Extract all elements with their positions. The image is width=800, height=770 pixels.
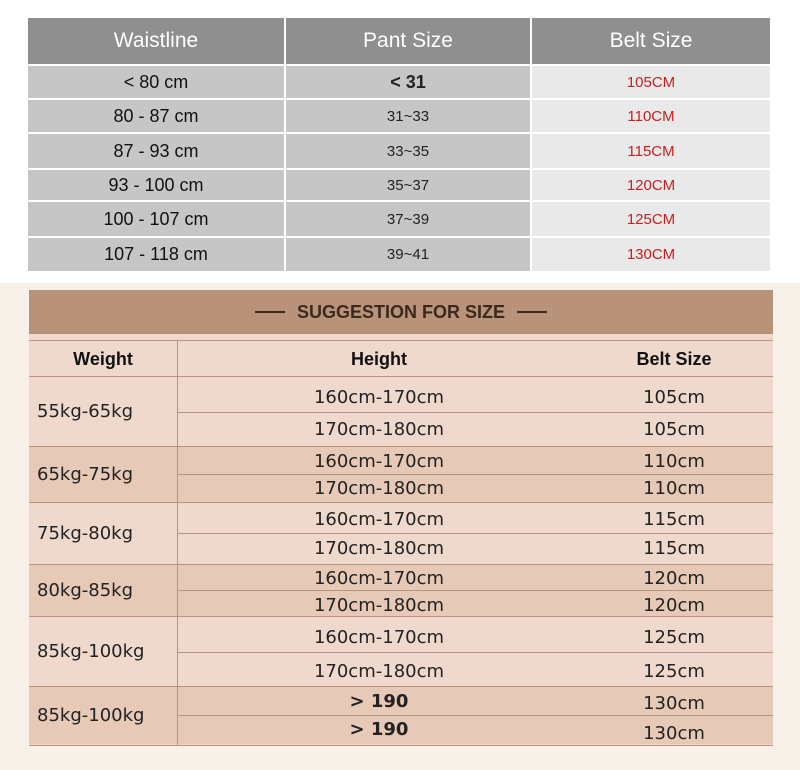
belt-cell: 110cm [643, 450, 705, 472]
height-cell: 160cm-170cm [313, 567, 445, 589]
waist-cell: 93 - 100 cm [28, 170, 284, 200]
belt-cell: 130cm [643, 692, 705, 714]
divider [178, 652, 773, 653]
pant-cell: < 31 [286, 66, 530, 98]
weight-cell: 75kg-80kg [37, 522, 134, 544]
waist-cell: 80 - 87 cm [28, 100, 284, 132]
height-cell: > 190 [349, 690, 409, 712]
weight-cell: 85kg-100kg [37, 640, 145, 662]
divider [29, 340, 773, 341]
waist-cell: 107 - 118 cm [28, 238, 284, 271]
height-cell: 160cm-170cm [313, 508, 445, 530]
waist-cell: 87 - 93 cm [28, 134, 284, 168]
belt-cell: 125cm [643, 660, 705, 682]
waist-cell: < 80 cm [28, 66, 284, 98]
belt-cell: 115cm [643, 508, 705, 530]
belt-cell: 105cm [643, 386, 705, 408]
weight-cell: 65kg-75kg [37, 463, 134, 485]
header-weight: Weight [73, 348, 133, 369]
height-cell: 170cm-180cm [313, 594, 445, 616]
belt-cell: 130cm [643, 722, 705, 744]
pant-cell: 39~41 [286, 238, 530, 271]
header-belt-size: Belt Size [636, 348, 712, 369]
height-cell: 170cm-180cm [313, 660, 445, 682]
belt-cell: 110CM [532, 100, 770, 132]
height-cell: 170cm-180cm [313, 418, 445, 440]
height-cell: 160cm-170cm [313, 450, 445, 472]
height-cell: 170cm-180cm [313, 537, 445, 559]
belt-cell: 120CM [532, 170, 770, 200]
belt-cell: 125CM [532, 202, 770, 236]
pant-cell: 37~39 [286, 202, 530, 236]
belt-cell: 130CM [532, 238, 770, 271]
weight-cell: 80kg-85kg [37, 579, 134, 601]
belt-cell: 115CM [532, 134, 770, 168]
suggestion-title-bar [29, 290, 773, 334]
weight-cell: 85kg-100kg [37, 704, 145, 726]
header-waistline: Waistline [28, 18, 284, 64]
height-cell: 160cm-170cm [313, 386, 445, 408]
waist-size-table [28, 18, 770, 271]
belt-cell: 120cm [643, 594, 705, 616]
pant-cell: 35~37 [286, 170, 530, 200]
header-belt-size: Belt Size [532, 18, 770, 64]
title-dash-left [255, 311, 285, 313]
belt-cell: 125cm [643, 626, 705, 648]
belt-cell: 105CM [532, 66, 770, 98]
header-pant-size: Pant Size [286, 18, 530, 64]
height-cell: 170cm-180cm [313, 477, 445, 499]
header-height: Height [351, 348, 407, 369]
suggestion-table [29, 290, 773, 746]
waist-cell: 100 - 107 cm [28, 202, 284, 236]
belt-cell: 120cm [643, 567, 705, 589]
height-cell: 160cm-170cm [313, 626, 445, 648]
divider [178, 412, 773, 413]
pant-cell: 31~33 [286, 100, 530, 132]
suggestion-title: SUGGESTION FOR SIZE [296, 301, 506, 322]
title-dash-right [517, 311, 547, 313]
belt-cell: 110cm [643, 477, 705, 499]
belt-cell: 115cm [643, 537, 705, 559]
height-cell: > 190 [349, 718, 409, 740]
belt-cell: 105cm [643, 418, 705, 440]
pant-cell: 33~35 [286, 134, 530, 168]
weight-cell: 55kg-65kg [37, 400, 134, 422]
